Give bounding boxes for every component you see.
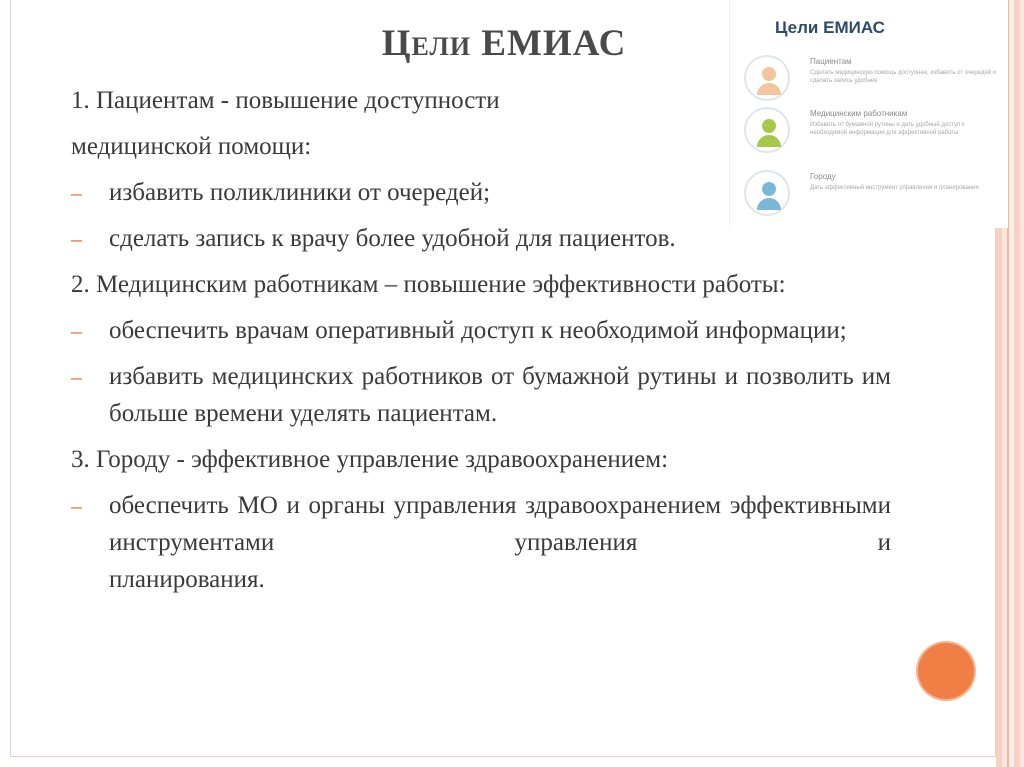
goal-3: 3. Городу - эффективное управление здравоохранением: — [71, 446, 669, 473]
bullet-item — [71, 312, 891, 349]
bullet-text: сделать запись к врачу более удобной для пациентов. — [109, 225, 676, 252]
goal-1-line-1: 1. Пациентам - повышение доступности — [71, 87, 500, 114]
goal-2: 2. Медицинским работникам – повышение эффективности работы: — [71, 271, 786, 298]
inset-title: Цели ЕМИАС — [775, 18, 885, 37]
bullet-item — [71, 220, 891, 257]
inset-row-title: Медицинским работникам — [810, 109, 908, 118]
bullet-item — [71, 358, 891, 432]
bullet-text: избавить поликлиники от очередей; — [109, 179, 491, 206]
slide — [10, 0, 996, 757]
bullet-dash: – — [71, 226, 82, 251]
bullet-dash: – — [71, 180, 82, 205]
inset-row-text: Избавить от бумажной рутины и дать удобный доступ к необходимой информации для эффективной работы — [810, 122, 965, 136]
bullet-text: избавить медицинских работников от бумажной рутины и позволить им больше времени уделять пациентам. — [109, 363, 891, 427]
bullet-text: обеспечить врачам оперативный доступ к необходимой информации; — [109, 317, 847, 344]
bullet-text: обеспечить МО и органы управления здравоохранением эффективными инструментами управления и — [109, 492, 891, 556]
bullet-dash: – — [71, 318, 82, 343]
decorative-circle — [918, 643, 974, 699]
inset-row-text: Дать эффективный инструмент управления и планирования — [810, 185, 979, 191]
bullet-item — [71, 487, 891, 598]
bullet-dash: – — [71, 364, 82, 389]
bullet-text-last-line: планирования. — [109, 566, 265, 593]
bullet-dash: – — [71, 493, 82, 518]
slide-body — [71, 82, 891, 598]
goal-1-line-2: медицинской помощи: — [71, 133, 312, 160]
inset-row-title: Пациентам — [810, 57, 852, 66]
bullet-item — [71, 174, 891, 211]
inset-row-title: Городу — [810, 172, 836, 181]
slide-title: Цели ЕМИАС — [381, 23, 627, 64]
inset-row-text: Сделать медицинскую помощь доступнее, избавить от очередей и сделать запись удобнее — [810, 70, 997, 84]
